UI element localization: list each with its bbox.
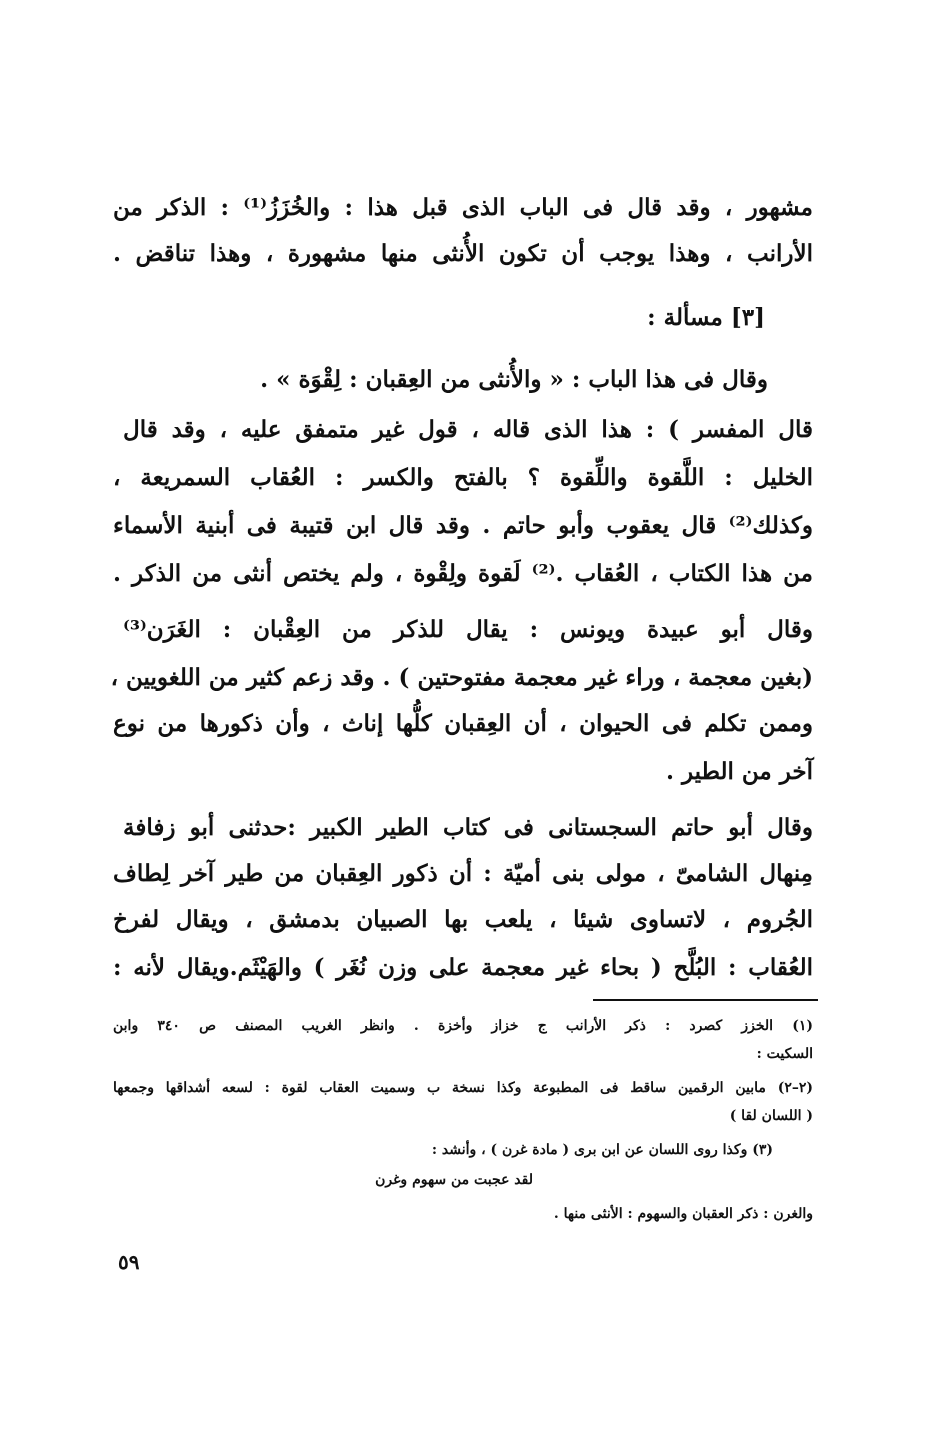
body-line-12: آخر من الطير .	[665, 758, 813, 785]
page-number: ٥٩	[118, 1250, 140, 1274]
footnote-3-line-1: (٣) وكذا روى اللسان عن ابن برى ( مادة غرن ) ، وأنشد :	[431, 1142, 773, 1158]
body-line-5: قال المفسر ) : هذا الذى قاله ، قول غير متمفق عليه ، وقد قال	[123, 416, 813, 443]
body-line-15: الجُروم ، لاتساوى شيئا ، يلعب بها الصبيان بدمشق ، ويقال لفرخ	[113, 906, 813, 933]
footnote-2-line-1: (٢–٢) مابين الرقمين ساقط فى المطبوعة وكذا نسخة ب وسميت العقاب لقوة : لسعه أشداقها وجمعها	[113, 1080, 813, 1096]
footnote-1-line-2: السكيت :	[756, 1046, 813, 1062]
footnote-3-verse: لقد عجبت من سهوم وغرن	[375, 1172, 533, 1188]
body-line-1: مشهور ، وقد قال فى الباب الذى قبل هذا : والخُزَزُ⁽¹⁾ : الذكر من	[113, 194, 813, 221]
body-line-9: وقال أبو عبيدة ويونس : يقال للذكر من العِقْبان : الغَرَن⁽³⁾	[123, 616, 813, 643]
body-line-6: الخليل : اللَّقوة واللِّقوة ؟ بالفتح والكسر : العُقاب السمريعة ،	[113, 464, 813, 491]
body-line-8: من هذا الكتاب ، العُقاب .⁽²⁾ لَقوة ولِقْوة ، ولم يختص أنثى من الذكر .	[113, 560, 813, 587]
body-line-11: وممن تكلم فى الحيوان ، أن العِقبان كلُّها إناث ، وأن ذكورها من نوع	[113, 710, 813, 737]
body-line-4: وقال فى هذا الباب : « والأُنثى من العِقبان : لِقْوَة » .	[260, 366, 768, 393]
body-line-14: مِنهال الشامىّ ، مولى بنى أميّة : أن ذكور العِقبان من طير آخر لِطاف	[113, 860, 813, 887]
footnote-1-line-1: (١) الخزز كصرد : ذكر الأرانب ج خزاز وأخزة . وانظر الغريب المصنف ص ٣٤٠ وابن	[113, 1018, 814, 1034]
body-line-10: (بغين معجمة ، وراء غير معجمة مفتوحتين ) . وقد زعم كثير من اللغويين ،	[110, 664, 813, 691]
body-line-16: العُقاب : البُلَّح ( بحاء غير معجمة على وزن نُغَر ) والهَيْثَم.ويقال لأنه :	[113, 954, 813, 981]
footnote-3-line-3: والغرن : ذكر العقبان والسهوم : الأنثى منها .	[553, 1206, 813, 1222]
body-line-2: الأرانب ، وهذا يوجب أن تكون الأُنثى منها مشهورة ، وهذا تناقض .	[113, 240, 813, 267]
footnote-rule	[593, 999, 818, 1001]
footnote-2-line-2: ( اللسان لقا )	[729, 1108, 813, 1124]
body-line-13: وقال أبو حاتم السجستانى فى كتاب الطير الكبير :حدثنى أبو زفافة	[123, 814, 813, 841]
section-heading: [٣] مسألة :	[647, 304, 765, 331]
body-line-7: وكذلك⁽²⁾ قال يعقوب وأبو حاتم . وقد قال ابن قتيبة فى أبنية الأسماء	[113, 512, 813, 539]
